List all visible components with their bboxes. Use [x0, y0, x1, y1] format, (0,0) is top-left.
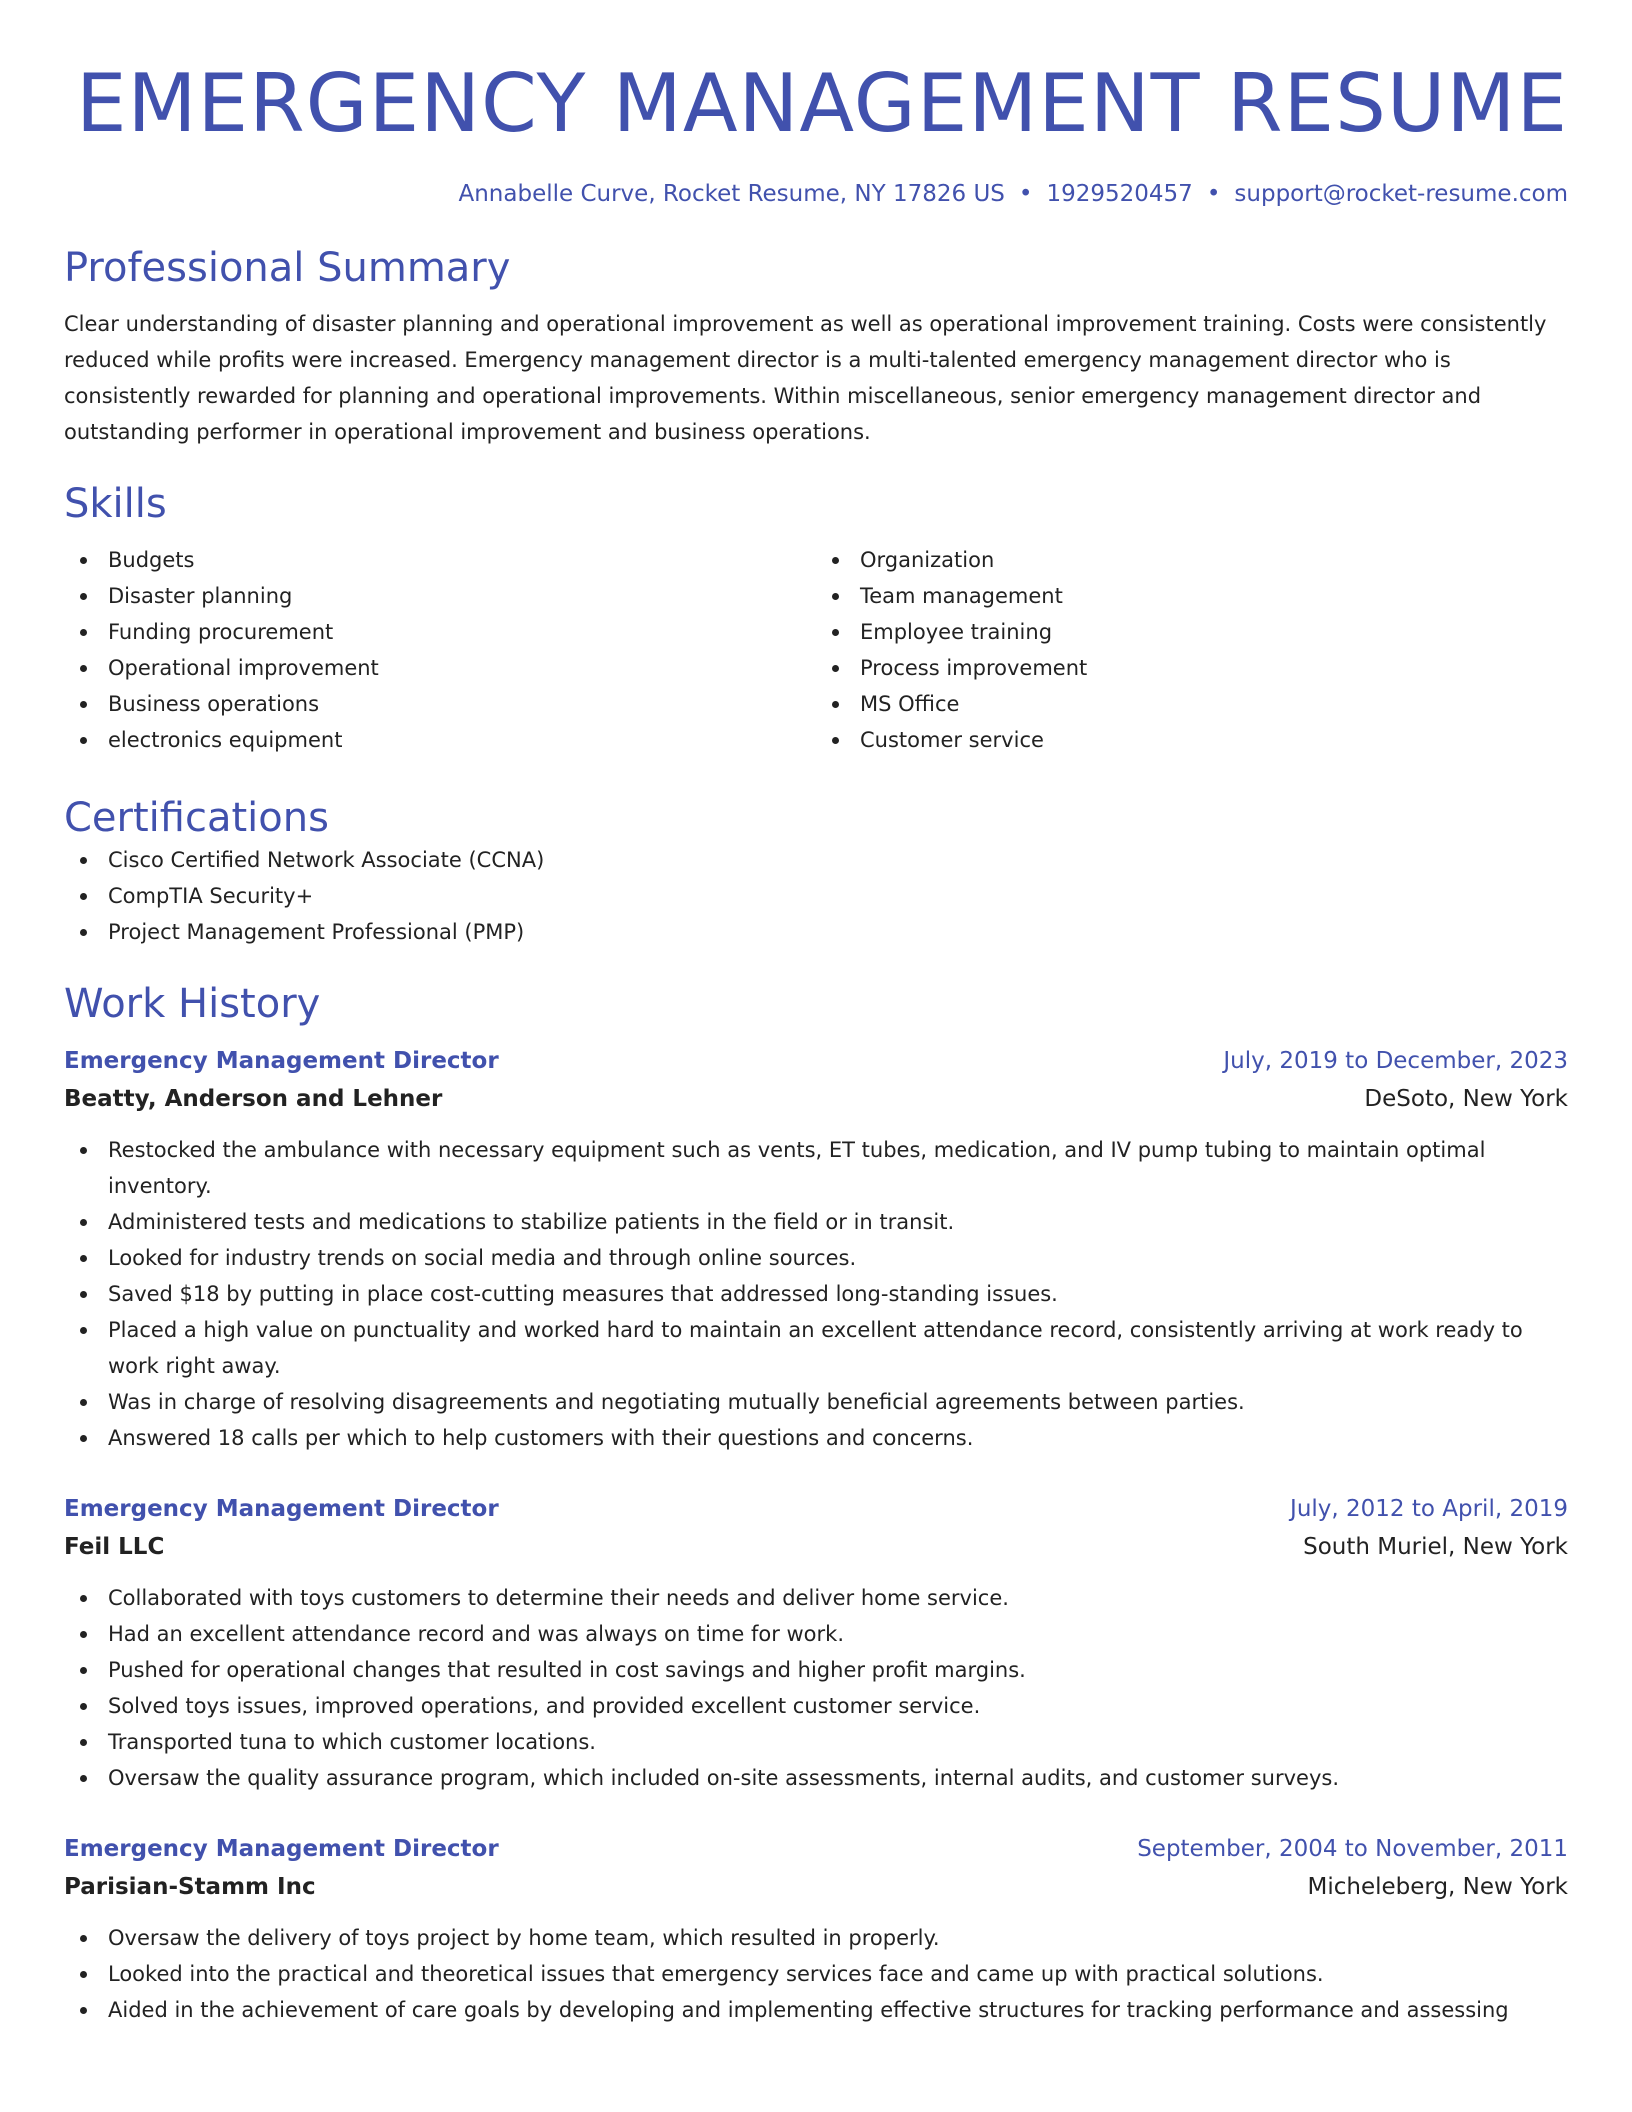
job-dates: July, 2019 to December, 2023 [1223, 1048, 1568, 1074]
job-dates: September, 2004 to November, 2011 [1137, 1836, 1568, 1862]
resume-title: EMERGENCY MANAGEMENT RESUME [75, 57, 1568, 150]
skill-item: Business operations [64, 686, 816, 722]
contact-email: support@rocket-resume.com [1234, 181, 1568, 207]
skill-item: electronics equipment [64, 722, 816, 758]
job-dates: July, 2012 to April, 2019 [1290, 1496, 1568, 1522]
skill-item: Customer service [816, 722, 1568, 758]
job-company: Beatty, Anderson and Lehner [64, 1086, 443, 1112]
certifications-list [64, 842, 1568, 950]
job-bullet: Pushed for operational changes that resulted in cost savings and higher profit margins. [64, 1652, 1568, 1688]
skill-item: Employee training [816, 614, 1568, 650]
job-bullet: Oversaw the quality assurance program, which included on-site assessments, internal audits, and customer surveys. [64, 1760, 1568, 1796]
job-bullet: Placed a high value on punctuality and worked hard to maintain an excellent attendance record, consistently arriving at work ready to work right away. [64, 1312, 1568, 1384]
job-entry [64, 1490, 1568, 1796]
job-employer-row [64, 1080, 1568, 1118]
skills-grid [64, 542, 1568, 758]
skill-item: Process improvement [816, 650, 1568, 686]
job-bullet: Restocked the ambulance with necessary equipment such as vents, ET tubes, medication, and IV pump tubing to maintain optimal inventory. [64, 1132, 1568, 1204]
job-header-row [64, 1490, 1568, 1528]
job-entry [64, 1830, 1568, 2028]
job-entry [64, 1042, 1568, 1456]
summary-text: Clear understanding of disaster planning and operational improvement as well as operational improvement training. Costs were consistently reduced while profits were increased. Emergency management director is a multi-talented emergency management director who is consistently rewarded for planning and operational improvements. Within miscellaneous, senior emergency management director and outstanding performer in operational improvement and business operations. [64, 312, 1547, 444]
work-history-heading: Work History [64, 981, 321, 1027]
job-bullet: Aided in the achievement of care goals by developing and implementing effective structures for tracking performance and assessing [64, 1992, 1568, 2028]
contact-phone: 1929520457 [1046, 181, 1193, 207]
skill-item: Funding procurement [64, 614, 816, 650]
job-bullets [64, 1132, 1568, 1456]
certification-item: CompTIA Security+ [64, 878, 1568, 914]
contact-separator: • [1206, 181, 1221, 207]
job-bullet: Administered tests and medications to stabilize patients in the field or in transit. [64, 1204, 1568, 1240]
job-employer-row [64, 1528, 1568, 1566]
summary-heading: Professional Summary [64, 245, 511, 291]
job-bullets [64, 1580, 1568, 1796]
job-bullets [64, 1920, 1568, 2028]
certification-item: Project Management Professional (PMP) [64, 914, 1568, 950]
skills-right-column [816, 542, 1568, 758]
job-bullet: Solved toys issues, improved operations, and provided excellent customer service. [64, 1688, 1568, 1724]
job-title: Emergency Management Director [64, 1836, 499, 1862]
skill-item: Disaster planning [64, 578, 816, 614]
skill-item: Operational improvement [64, 650, 816, 686]
contact-address: Annabelle Curve, Rocket Resume, NY 17826 US [458, 181, 1005, 207]
job-bullet: Transported tuna to which customer locations. [64, 1724, 1568, 1760]
skill-item: Team management [816, 578, 1568, 614]
job-bullet: Answered 18 calls per which to help customers with their questions and concerns. [64, 1420, 1568, 1456]
skill-item: Organization [816, 542, 1568, 578]
job-header-row [64, 1042, 1568, 1080]
certifications-heading: Certifications [64, 795, 329, 841]
job-bullet: Was in charge of resolving disagreements and negotiating mutually beneficial agreements between parties. [64, 1384, 1568, 1420]
job-location: DeSoto, New York [1364, 1086, 1568, 1112]
contact-separator: • [1018, 181, 1033, 207]
job-header-row [64, 1830, 1568, 1868]
skills-left-column [64, 542, 816, 758]
job-employer-row [64, 1868, 1568, 1906]
job-title: Emergency Management Director [64, 1048, 499, 1074]
job-company: Parisian-Stamm Inc [64, 1874, 316, 1900]
job-bullet: Had an excellent attendance record and was always on time for work. [64, 1616, 1568, 1652]
job-location: South Muriel, New York [1303, 1534, 1568, 1560]
skill-item: Budgets [64, 542, 816, 578]
job-bullet: Looked into the practical and theoretical issues that emergency services face and came up with practical solutions. [64, 1956, 1568, 1992]
skill-item: MS Office [816, 686, 1568, 722]
job-bullet: Looked for industry trends on social media and through online sources. [64, 1240, 1568, 1276]
skills-heading: Skills [64, 481, 167, 527]
contact-line [64, 180, 1568, 208]
job-company: Feil LLC [64, 1534, 165, 1560]
job-title: Emergency Management Director [64, 1496, 499, 1522]
job-bullet: Oversaw the delivery of toys project by home team, which resulted in properly. [64, 1920, 1568, 1956]
job-location: Micheleberg, New York [1307, 1874, 1568, 1900]
job-bullet: Saved $18 by putting in place cost-cutting measures that addressed long-standing issues. [64, 1276, 1568, 1312]
certification-item: Cisco Certified Network Associate (CCNA) [64, 842, 1568, 878]
job-bullet: Collaborated with toys customers to determine their needs and deliver home service. [64, 1580, 1568, 1616]
